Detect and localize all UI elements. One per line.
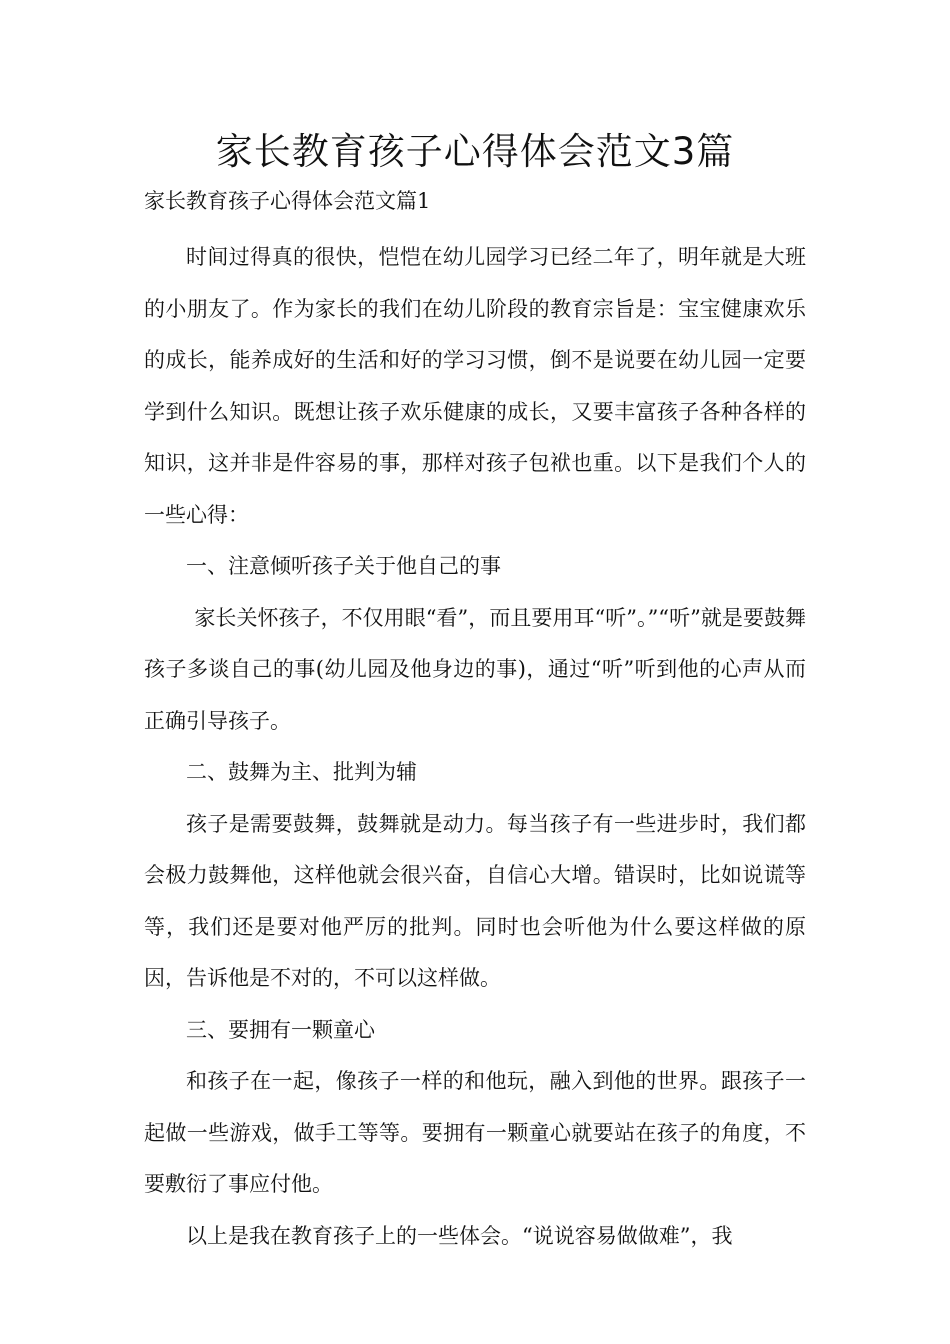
section-heading-3: 三、要拥有一颗童心 xyxy=(186,1017,375,1042)
document-title: 家长教育孩子心得体会范文3篇 xyxy=(215,130,735,173)
document-body xyxy=(144,232,806,1262)
paragraph-conclusion: 以上是我在教育孩子上的一些体会。“说说容易做做难”，我 xyxy=(186,1223,733,1248)
paragraph-intro: 时间过得真的很快，恺恺在幼儿园学习已经二年了，明年就是大班的小朋友了。作为家长的我们在幼儿阶段的教育宗旨是：宝宝健康欢乐的成长，能养成好的生活和好的学习习惯，倒不是说要在幼儿园一定要学到什么知识。既想让孩子欢乐健康的成长，又要丰富孩子各种各样的知识，这并非是件容易的事，那样对孩子包袱也重。以下是我们个人的一些心得： xyxy=(144,245,806,527)
document-subtitle: 家长教育孩子心得体会范文篇1 xyxy=(144,189,431,213)
paragraph-section-3: 和孩子在一起，像孩子一样的和他玩，融入到他的世界。跟孩子一起做一些游戏，做手工等等。要拥有一颗童心就要站在孩子的角度，不要敷衍了事应付他。 xyxy=(144,1069,806,1196)
paragraph-section-2: 孩子是需要鼓舞，鼓舞就是动力。每当孩子有一些进步时，我们都会极力鼓舞他，这样他就会很兴奋，自信心大增。错误时，比如说谎等等，我们还是要对他严厉的批判。同时也会听他为什么要这样做的原因，告诉他是不对的，不可以这样做。 xyxy=(144,811,806,990)
paragraph-section-1: 家长关怀孩子，不仅用眼“看”，而且要用耳“听”。”“听”就是要鼓舞孩子多谈自己的事(幼儿园及他身边的事)，通过“听”听到他的心声从而正确引导孩子。 xyxy=(144,605,806,733)
section-heading-2: 二、鼓舞为主、批判为辅 xyxy=(186,760,417,784)
section-heading-1: 一、注意倾听孩子关于他自己的事 xyxy=(186,554,501,578)
